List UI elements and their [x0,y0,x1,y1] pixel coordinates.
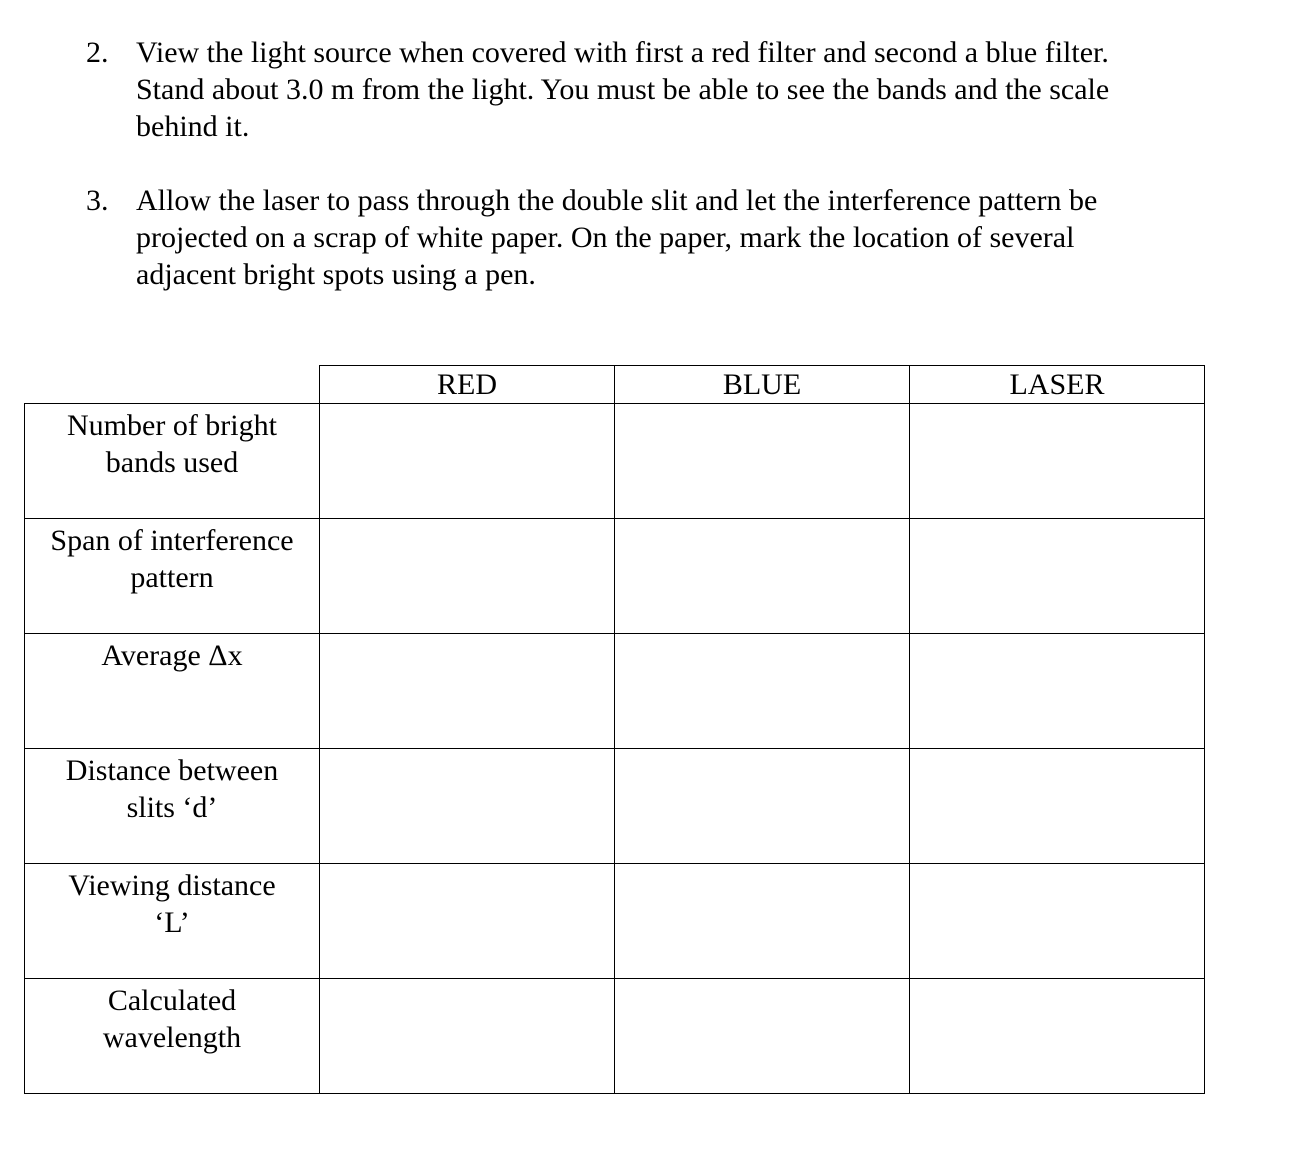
step-3 [86,182,1226,293]
blue-cell[interactable] [615,634,910,749]
table-row [25,749,1205,864]
table-row [25,519,1205,634]
laser-cell[interactable] [910,864,1205,979]
laser-cell[interactable] [910,404,1205,519]
red-cell[interactable] [320,979,615,1094]
row-label-calculated-wavelength: Calculated wavelength [25,979,320,1094]
step-text: Allow the laser to pass through the double slit and let the interference pattern be projected on a scrap of white paper. On the paper, mark the location of several adjacent bright spots using a pen. [136,184,1098,291]
red-cell[interactable] [320,404,615,519]
step-text: View the light source when covered with first a red filter and second a blue filter. Stand about 3.0 m from the light. You must be able to see the bands and the scale behind it. [136,36,1110,143]
row-label-number-of-bright-bands: Number of bright bands used [25,404,320,519]
step-number: 2. [86,36,109,69]
laser-cell[interactable] [910,979,1205,1094]
step-2 [86,34,1226,145]
table-row [25,404,1205,519]
row-label-average-delta-x: Average Δx [25,634,320,749]
row-label-distance-between-slits: Distance between slits ‘d’ [25,749,320,864]
red-cell[interactable] [320,634,615,749]
step-number: 3. [86,184,109,217]
table-row [25,979,1205,1094]
row-label-viewing-distance: Viewing distance ‘L’ [25,864,320,979]
column-header-laser: LASER [910,366,1205,404]
laser-cell[interactable] [910,519,1205,634]
red-cell[interactable] [320,864,615,979]
red-cell[interactable] [320,519,615,634]
blue-cell[interactable] [615,519,910,634]
table-row [25,634,1205,749]
instructions [86,34,1226,293]
column-header-red: RED [320,366,615,404]
data-table [24,365,1205,1094]
blue-cell[interactable] [615,749,910,864]
row-label-span-of-interference-pattern: Span of interference pattern [25,519,320,634]
column-header-blue: BLUE [615,366,910,404]
table-header-row [25,366,1205,404]
blue-cell[interactable] [615,404,910,519]
blue-cell[interactable] [615,979,910,1094]
red-cell[interactable] [320,749,615,864]
table-corner-cell [25,366,320,404]
blue-cell[interactable] [615,864,910,979]
table-row [25,864,1205,979]
laser-cell[interactable] [910,749,1205,864]
laser-cell[interactable] [910,634,1205,749]
